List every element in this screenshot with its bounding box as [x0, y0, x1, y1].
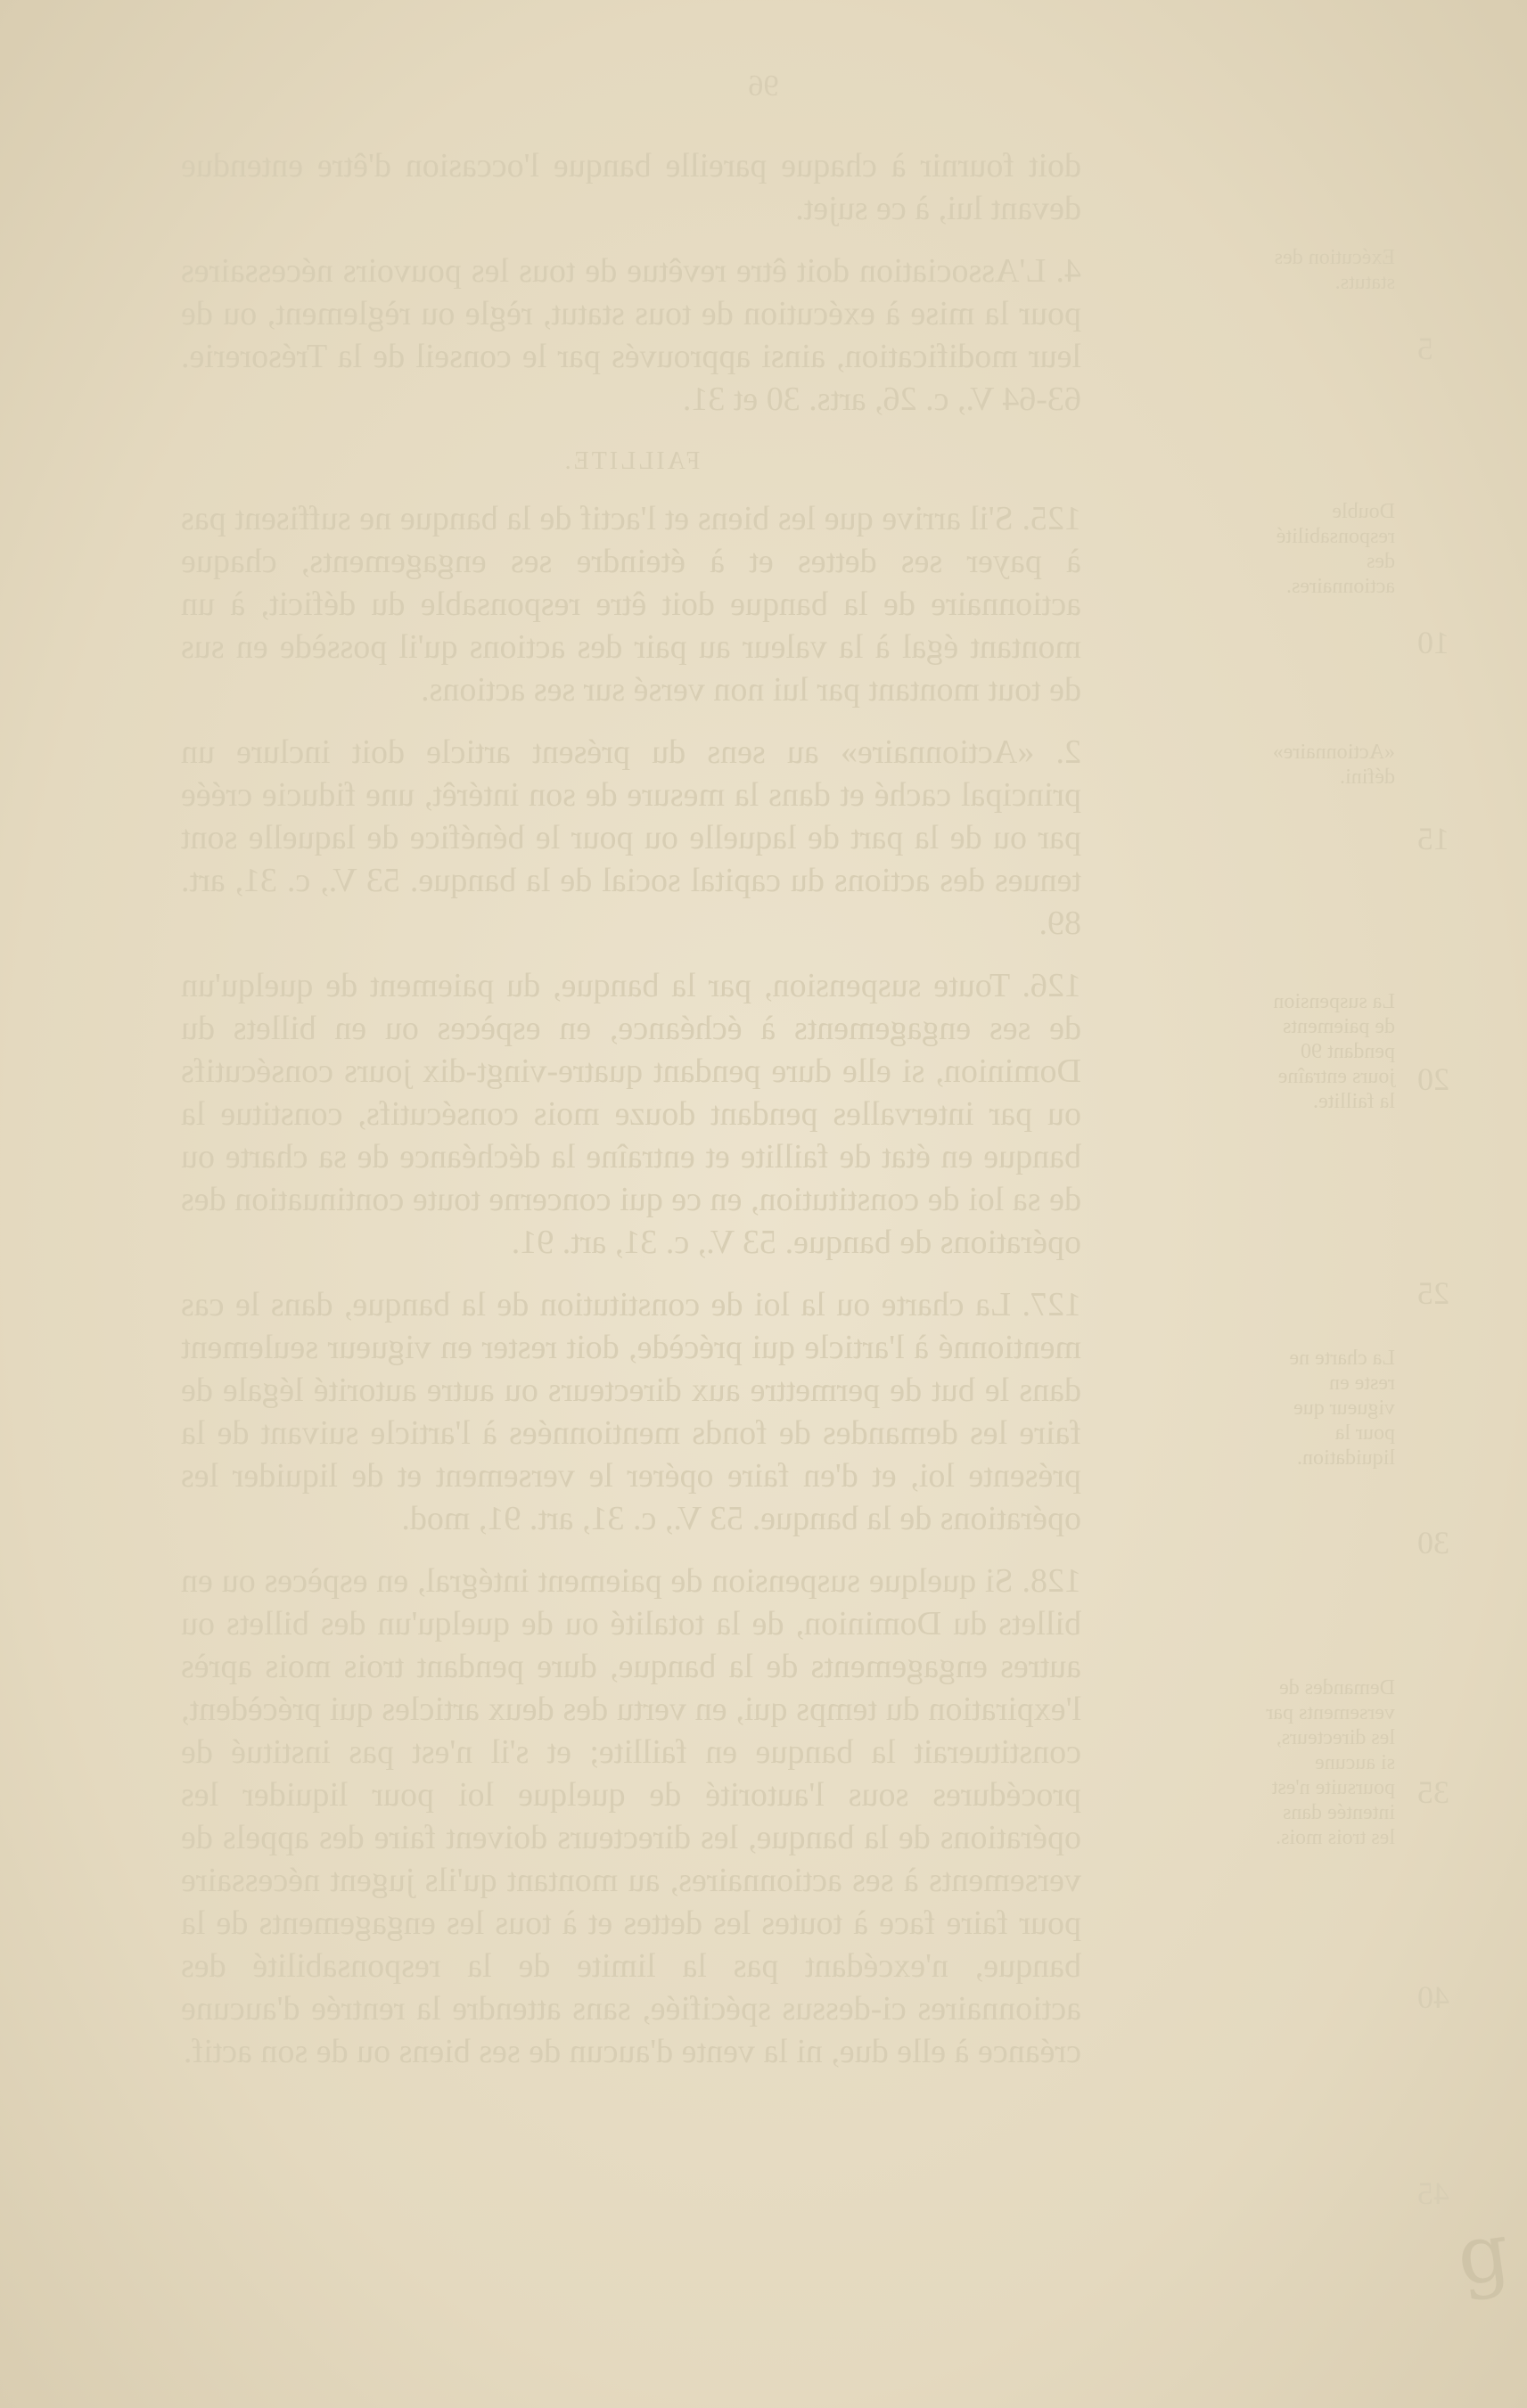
- marginal-note: La charte ne reste en vigueur que pour la liquidation.: [1289, 1347, 1395, 1470]
- main-text-column: [181, 144, 1081, 2093]
- line-number: 15: [1417, 821, 1449, 856]
- line-number: 25: [1417, 1275, 1449, 1311]
- paragraph: 126. Toute suspension, par la banque, du paiement de quelqu'un de ses engagements à échéance, en espèces ou en billets du Dominion, si elle dure pendant quatre-vingt-dix jours consécutifs ou par intervalles pendant douze mois consécutifs, constitue la banque en état de faillite et entraîne la déchéance de sa charte ou de sa loi de constitution, en ce qui concerne toute continuation des opérations de banque. 53 V., c. 31, art. 91.: [181, 967, 1081, 1261]
- line-number: 30: [1417, 1525, 1449, 1560]
- line-number: 45: [1417, 2175, 1449, 2211]
- line-number: 35: [1417, 1774, 1449, 1810]
- page-number: 96: [748, 70, 779, 102]
- paragraph: 2. «Actionnaire» au sens du présent article doit inclure un principal caché et dans la mesure de son intérêt, une fiducie créée par ou de la part de laquelle ou pour le bénéfice de laquelle sont tenues des actions du capital social de la banque. 53 V., c. 31, art. 89.: [181, 733, 1081, 942]
- line-number: 40: [1417, 1979, 1449, 2015]
- marginal-note: Double responsabilité des actionnaires.: [1276, 500, 1395, 598]
- pencil-mark: g: [1451, 2204, 1516, 2305]
- paragraph: 128. Si quelque suspension de paiement intégral, en espèces ou en billets du Dominion, de la totalité ou de quelqu'un des billets ou autres engagements de la banque, dure pendant trois mois après l'expiration du temps qui, en vertu des deux articles qui précèdent, constituerait la banque en faillite; et s'il n'est pas institué de procédures sous l'autorité de quelque loi pour liquider les opérations de la banque, les directeurs doivent faire des appels de versements à ses actionnaires, au montant qu'ils jugent nécessaire pour faire face à toutes les dettes et à tous les engagements de la banque, n'excédant pas la limite de la responsabilité des actionnaires ci-dessus spécifiée, sans attendre la rentrée d'aucune créance à elle due, ni la vente d'aucun de ses biens ou de son actif.: [181, 1562, 1081, 2070]
- paragraph: doit fournir à chaque pareille banque l'occasion d'être entendue devant lui, à ce sujet.: [181, 147, 1081, 227]
- line-number: 10: [1417, 625, 1449, 660]
- paragraph: 125. S'il arrive que les biens et l'actif de la banque ne suffisent pas à payer ses dettes et à éteindre ses engagements, chaque actionnaire de la banque doit être responsable du déficit, à un montant égal à la valeur au pair des actions qu'il possède en sus de tout montant par lui non versé sur ses actions.: [181, 500, 1081, 708]
- line-number: 5: [1417, 331, 1433, 366]
- paragraph: 127. La charte ou la loi de constitution de la banque, dans le cas mentionné à l'article qui précède, doit rester en vigueur seulement dans le but de permettre aux directeurs ou autre autorité légale de faire les demandes de fonds mentionnées à l'article suivant de la présente loi, et d'en faire opérer le versement et de liquider les opérations de la banque. 53 V., c. 31, art. 91, mod.: [181, 1286, 1081, 1537]
- line-number: 20: [1417, 1061, 1449, 1097]
- marginal-note: Exécution des statuts.: [1274, 246, 1395, 294]
- marginal-note: Demandes de versements par les directeurs, si aucune poursuite n'est intentée dans les trois mois.: [1266, 1676, 1395, 1849]
- marginal-note: «Actionnaire» défini.: [1272, 741, 1395, 789]
- marginal-note: La suspension de paiements pendant 90 jours entraîne la faillite.: [1273, 990, 1395, 1113]
- paragraph: 4. L'Association doit être revêtue de tous les pouvoirs nécessaires pour la mise à exécution de tous statut, règle ou règlement, ou de leur modification, ainsi approuvés par le conseil de la Trésorerie. 63-64 V., c. 26, arts. 30 et 31.: [181, 252, 1081, 418]
- section-heading: FAILLITE.: [562, 447, 701, 475]
